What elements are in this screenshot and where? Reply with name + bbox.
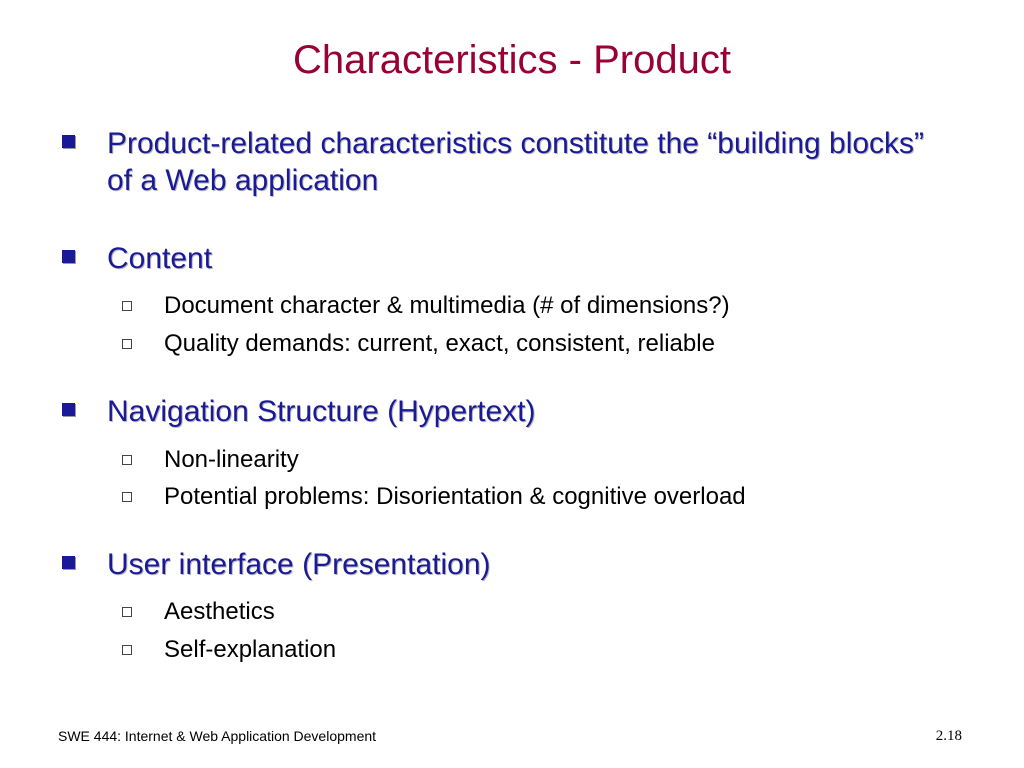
sub-item-text: Self-explanation [164,636,337,663]
hollow-square-bullet-icon [122,607,132,617]
sub-item [122,482,922,514]
footer-course-title: SWE 444: Internet & Web Application Development [58,728,377,744]
bullet-building-blocks [62,125,962,205]
sub-item [122,329,922,361]
slide-title: Characteristics - Product [293,38,731,82]
bullet-content [62,240,962,280]
square-bullet-icon [62,250,75,263]
sub-item-text: Aesthetics [164,598,275,625]
sub-item-text: Non-linearity [164,446,299,473]
hollow-square-bullet-icon [122,301,132,311]
bullet-text: Content [107,242,213,275]
sub-item-text: Potential problems: Disorientation & cognitive overload [164,483,746,510]
sub-item [122,635,922,667]
sub-item [122,291,922,323]
bullet-text: Product-related characteristics constitute the “building blocks” of a Web application [107,127,925,197]
square-bullet-icon [62,403,75,416]
bullet-user-interface [62,546,962,586]
sub-item-text: Document character & multimedia (# of dimensions?) [164,292,730,319]
footer-page-number: 2.18 [935,728,962,744]
hollow-square-bullet-icon [122,455,132,465]
hollow-square-bullet-icon [122,339,132,349]
sub-item-text: Quality demands: current, exact, consistent, reliable [164,330,715,357]
bullet-text: User interface (Presentation) [107,548,491,581]
hollow-square-bullet-icon [122,492,132,502]
square-bullet-icon [62,135,75,148]
sub-item [122,597,922,629]
bullet-text: Navigation Structure (Hypertext) [107,395,536,428]
hollow-square-bullet-icon [122,645,132,655]
bullet-navigation-structure [62,393,962,433]
square-bullet-icon [62,556,75,569]
sub-item [122,445,922,477]
